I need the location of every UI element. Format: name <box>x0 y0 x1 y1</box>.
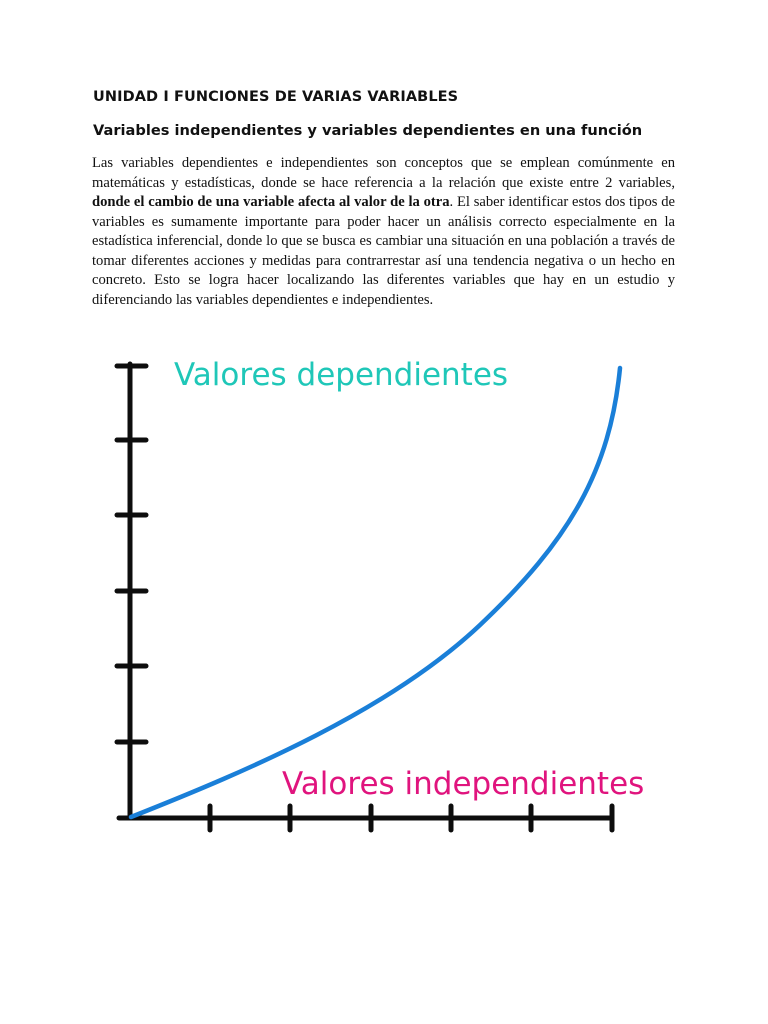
paragraph-text-part1: Las variables dependientes e independientes son conceptos que se emplean comúnmente en matemáticas y estadísticas, donde se hace referencia a la relación que existe entre 2 variables, <box>92 155 675 191</box>
paragraph-text-part2: . El saber identificar estos dos tipos de variables es sumamente importante para poder hacer un análisis correcto especialmente en la estadística inferencial, donde lo que se busca es cambiar una situación en una población a través de tomar diferentes acciones y medidas para contrarrestar así una tendencia negativa o un hecho en concreto. Esto se logra hacer localizando las diferentes variables que hay en un estudio y diferenciando las variables dependientes e independientes. <box>92 194 676 308</box>
section-title: Variables independientes y variables dependientes en una función <box>93 122 643 139</box>
paragraph-bold-text: donde el cambio de una variable afecta al valor de la otra <box>92 194 450 210</box>
unit-title: UNIDAD I FUNCIONES DE VARIAS VARIABLES <box>93 89 459 105</box>
y-axis-label: Valores dependientes <box>174 357 509 393</box>
function-curve <box>131 368 620 817</box>
x-axis-label: Valores independientes <box>282 766 645 802</box>
